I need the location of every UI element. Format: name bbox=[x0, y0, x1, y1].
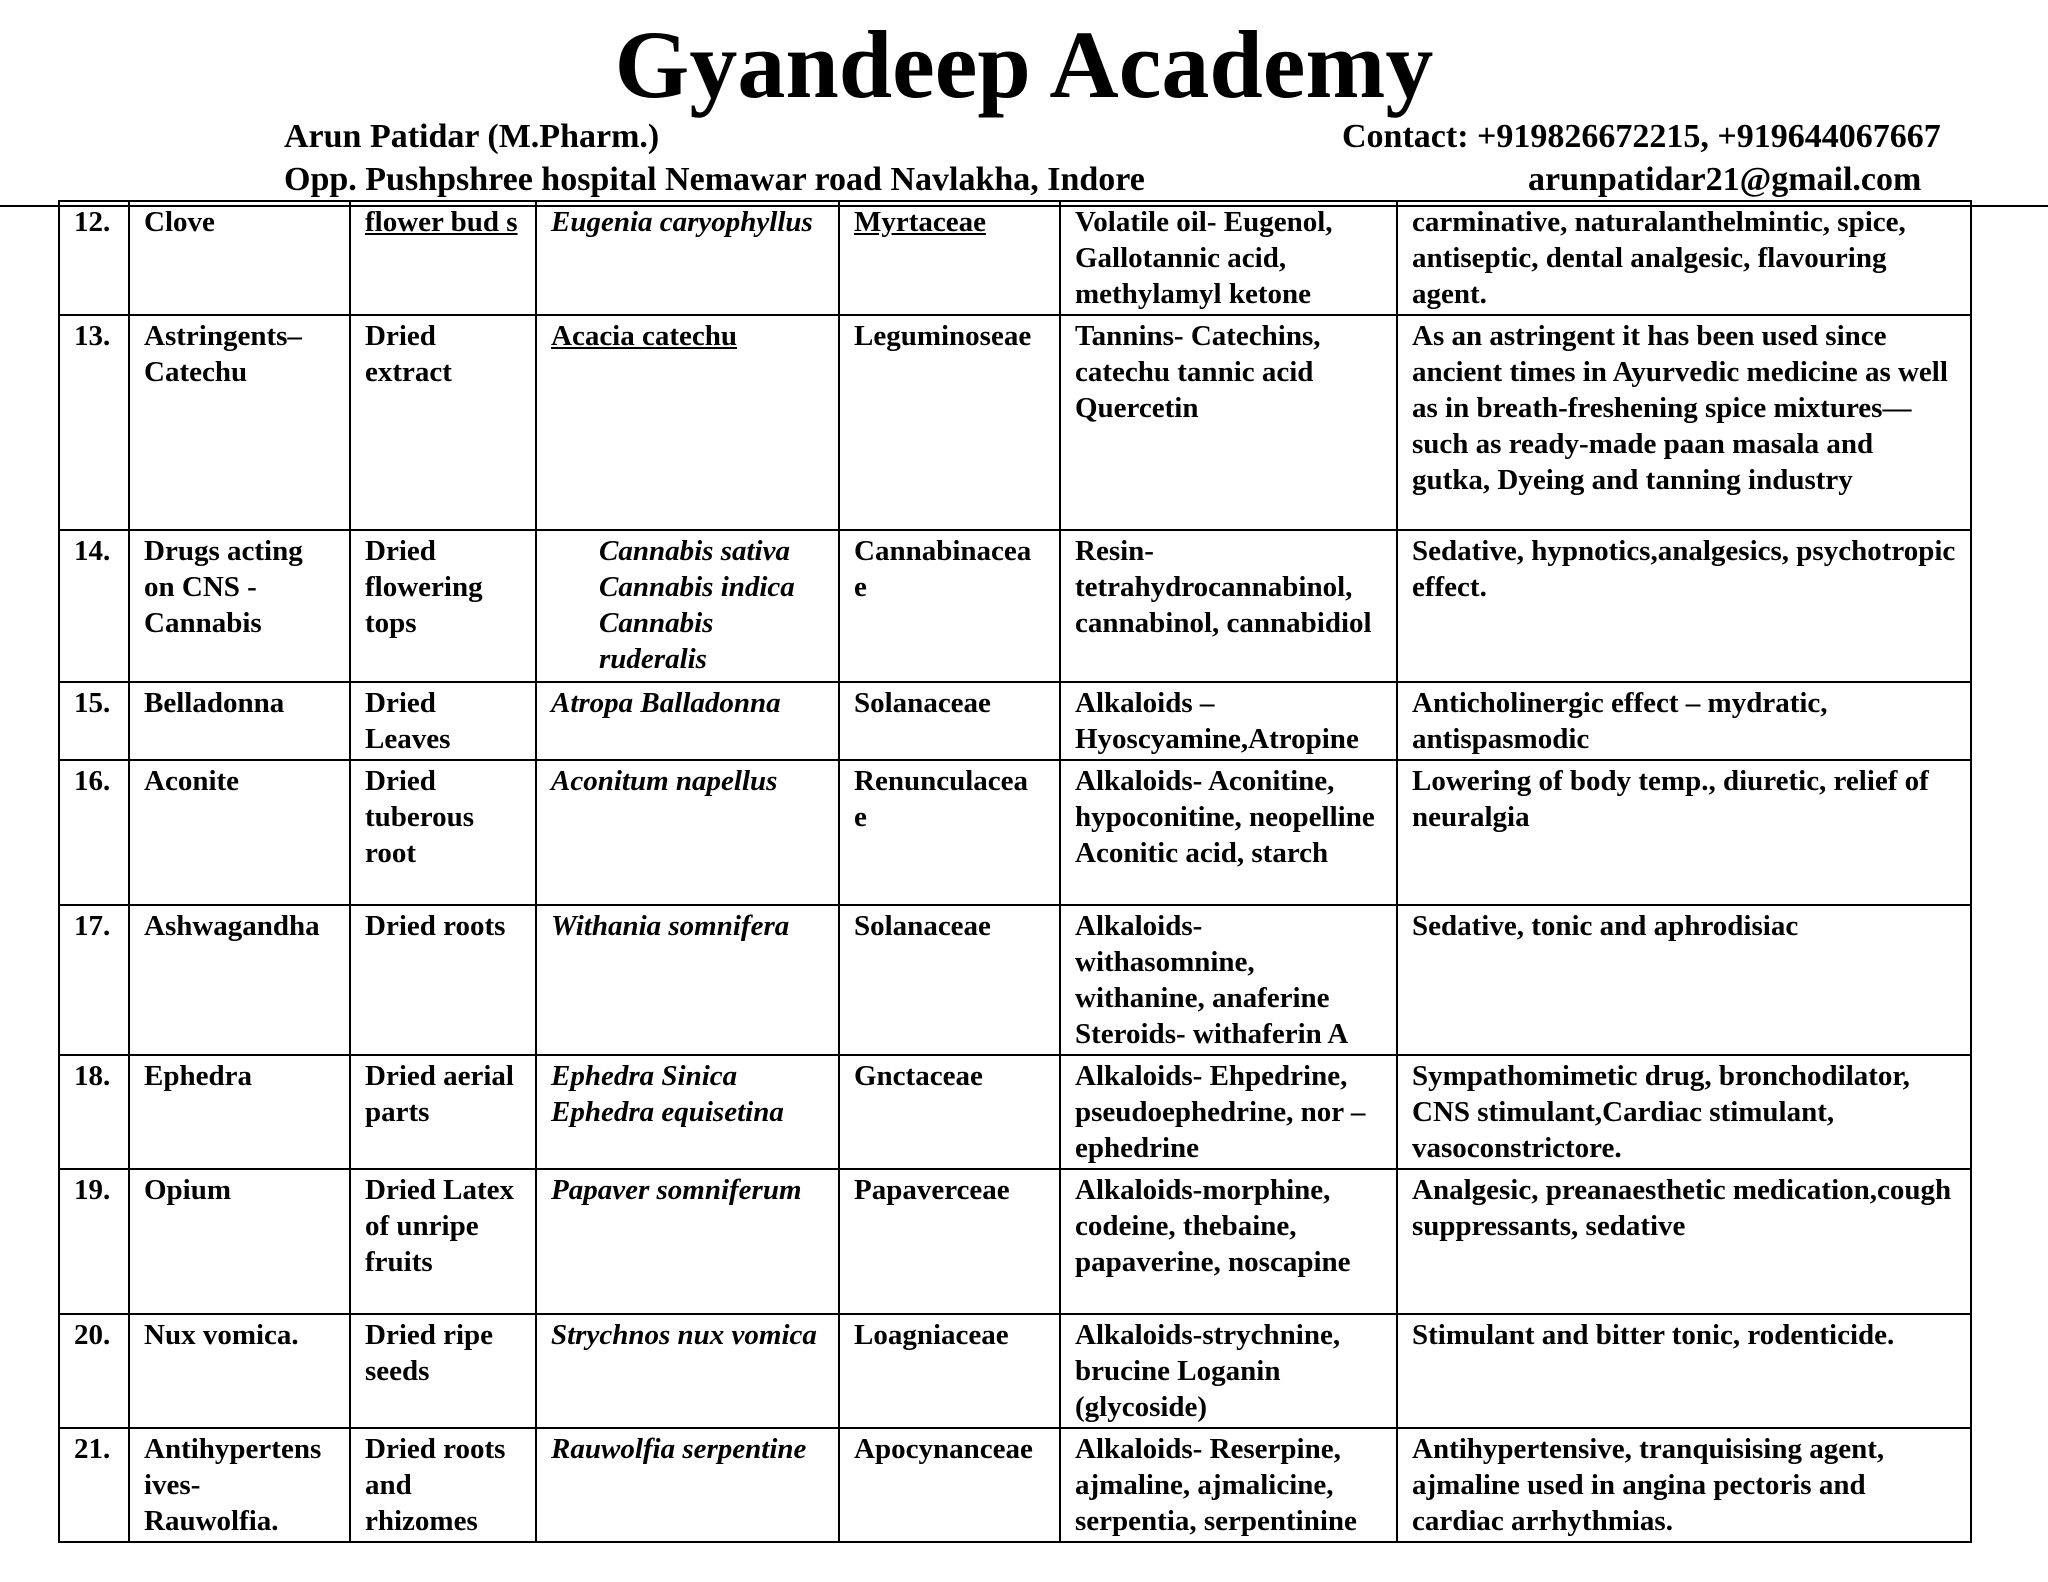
family: Loagniaceae bbox=[839, 1314, 1060, 1428]
part-used: Dried extract bbox=[350, 315, 536, 530]
page-title: Gyandeep Academy bbox=[614, 11, 1434, 118]
biological-source: Aconitum napellus bbox=[536, 760, 839, 905]
drug-name: Drugs acting on CNS - Cannabis bbox=[129, 530, 350, 682]
constituents: Alkaloids- Ehpedrine, pseudoephedrine, nor –ephedrine bbox=[1060, 1055, 1397, 1169]
uses: Antihypertensive, tranquisising agent, ajmaline used in angina pectoris and cardiac arrhythmias. bbox=[1397, 1428, 1971, 1542]
drug-name: Ashwagandha bbox=[129, 905, 350, 1055]
email: arunpatidar21@gmail.com bbox=[1528, 161, 1922, 198]
drug-name: Ephedra bbox=[129, 1055, 350, 1169]
row-number: 18. bbox=[59, 1055, 129, 1169]
biological-source: Withania somnifera bbox=[536, 905, 839, 1055]
biological-source: Strychnos nux vomica bbox=[536, 1314, 839, 1428]
author-name: Arun Patidar (M.Pharm.) bbox=[284, 118, 660, 155]
part-used: Dried aerial parts bbox=[350, 1055, 536, 1169]
family: Renunculacea e bbox=[839, 760, 1060, 905]
part-used: flower bud s bbox=[350, 201, 536, 315]
constituents: Tannins- Catechins, catechu tannic acid Quercetin bbox=[1060, 315, 1397, 530]
family: Solanaceae bbox=[839, 905, 1060, 1055]
table-row bbox=[59, 530, 1971, 682]
uses: Sympathomimetic drug, bronchodilator, CNS stimulant,Cardiac stimulant, vasoconstrictore. bbox=[1397, 1055, 1971, 1169]
row-number: 20. bbox=[59, 1314, 129, 1428]
table-row bbox=[59, 315, 1971, 530]
constituents: Volatile oil- Eugenol, Gallotannic acid, methylamyl ketone bbox=[1060, 201, 1397, 315]
uses: Analgesic, preanaesthetic medication,cough suppressants, sedative bbox=[1397, 1169, 1971, 1314]
table-row bbox=[59, 1169, 1971, 1314]
row-number: 13. bbox=[59, 315, 129, 530]
part-used: Dried Latex of unripe fruits bbox=[350, 1169, 536, 1314]
family: Solanaceae bbox=[839, 682, 1060, 760]
biological-source: Cannabis sativa Cannabis indica Cannabis ruderalis bbox=[536, 530, 839, 682]
constituents: Alkaloids- withasomnine, withanine, anaferine Steroids- withaferin A bbox=[1060, 905, 1397, 1055]
row-number: 12. bbox=[59, 201, 129, 315]
uses: As an astringent it has been used since ancient times in Ayurvedic medicine as well as in breath-freshening spice mixtures—such as ready-made paan masala and gutka, Dyeing and tanning industry bbox=[1397, 315, 1971, 530]
table-row bbox=[59, 682, 1971, 760]
row-number: 15. bbox=[59, 682, 129, 760]
uses: Lowering of body temp., diuretic, relief of neuralgia bbox=[1397, 760, 1971, 905]
row-number: 17. bbox=[59, 905, 129, 1055]
family: Papaverceae bbox=[839, 1169, 1060, 1314]
drug-name: Nux vomica. bbox=[129, 1314, 350, 1428]
biological-source: Eugenia caryophyllus bbox=[536, 201, 839, 315]
row-number: 14. bbox=[59, 530, 129, 682]
drug-name: Opium bbox=[129, 1169, 350, 1314]
family: Gnctaceae bbox=[839, 1055, 1060, 1169]
part-used: Dried ripe seeds bbox=[350, 1314, 536, 1428]
biological-source: Ephedra Sinica Ephedra equisetina bbox=[536, 1055, 839, 1169]
part-used: Dried roots and rhizomes bbox=[350, 1428, 536, 1542]
table-row bbox=[59, 1428, 1971, 1542]
constituents: Alkaloids- Reserpine, ajmaline, ajmalicine, serpentia, serpentinine bbox=[1060, 1428, 1397, 1542]
drug-name: Antihypertens ives- Rauwolfia. bbox=[129, 1428, 350, 1542]
contact-numbers: Contact: +919826672215, +919644067667 bbox=[1342, 118, 1941, 155]
row-number: 21. bbox=[59, 1428, 129, 1542]
drug-table bbox=[58, 200, 1972, 1543]
family: Myrtaceae bbox=[839, 201, 1060, 315]
row-number: 16. bbox=[59, 760, 129, 905]
address: Opp. Pushpshree hospital Nemawar road Navlakha, Indore bbox=[284, 161, 1145, 198]
table-row bbox=[59, 905, 1971, 1055]
biological-source: Atropa Balladonna bbox=[536, 682, 839, 760]
constituents: Alkaloids- Aconitine, hypoconitine, neopelline Aconitic acid, starch bbox=[1060, 760, 1397, 905]
constituents: Resin- tetrahydrocannabinol, cannabinol, cannabidiol bbox=[1060, 530, 1397, 682]
uses: Stimulant and bitter tonic, rodenticide. bbox=[1397, 1314, 1971, 1428]
family: Cannabinacea e bbox=[839, 530, 1060, 682]
part-used: Dried roots bbox=[350, 905, 536, 1055]
uses: Sedative, hypnotics,analgesics, psychotropic effect. bbox=[1397, 530, 1971, 682]
part-used: Dried flowering tops bbox=[350, 530, 536, 682]
uses: Sedative, tonic and aphrodisiac bbox=[1397, 905, 1971, 1055]
row-number: 19. bbox=[59, 1169, 129, 1314]
drug-name: Astringents– Catechu bbox=[129, 315, 350, 530]
constituents: Alkaloids – Hyoscyamine,Atropine bbox=[1060, 682, 1397, 760]
biological-source: Papaver somniferum bbox=[536, 1169, 839, 1314]
table-row bbox=[59, 1055, 1971, 1169]
constituents: Alkaloids-morphine, codeine, thebaine, papaverine, noscapine bbox=[1060, 1169, 1397, 1314]
drug-name: Belladonna bbox=[129, 682, 350, 760]
drug-name: Aconite bbox=[129, 760, 350, 905]
table-row bbox=[59, 201, 1971, 315]
biological-source: Rauwolfia serpentine bbox=[536, 1428, 839, 1542]
table-row bbox=[59, 1314, 1971, 1428]
biological-source: Acacia catechu bbox=[536, 315, 839, 530]
family: Apocynanceae bbox=[839, 1428, 1060, 1542]
part-used: Dried Leaves bbox=[350, 682, 536, 760]
family: Leguminoseae bbox=[839, 315, 1060, 530]
uses: Anticholinergic effect – mydratic, antispasmodic bbox=[1397, 682, 1971, 760]
uses: carminative, naturalanthelmintic, spice, antiseptic, dental analgesic, flavouring agent. bbox=[1397, 201, 1971, 315]
table-row bbox=[59, 760, 1971, 905]
part-used: Dried tuberous root bbox=[350, 760, 536, 905]
constituents: Alkaloids-strychnine, brucine Loganin (glycoside) bbox=[1060, 1314, 1397, 1428]
drug-name: Clove bbox=[129, 201, 350, 315]
